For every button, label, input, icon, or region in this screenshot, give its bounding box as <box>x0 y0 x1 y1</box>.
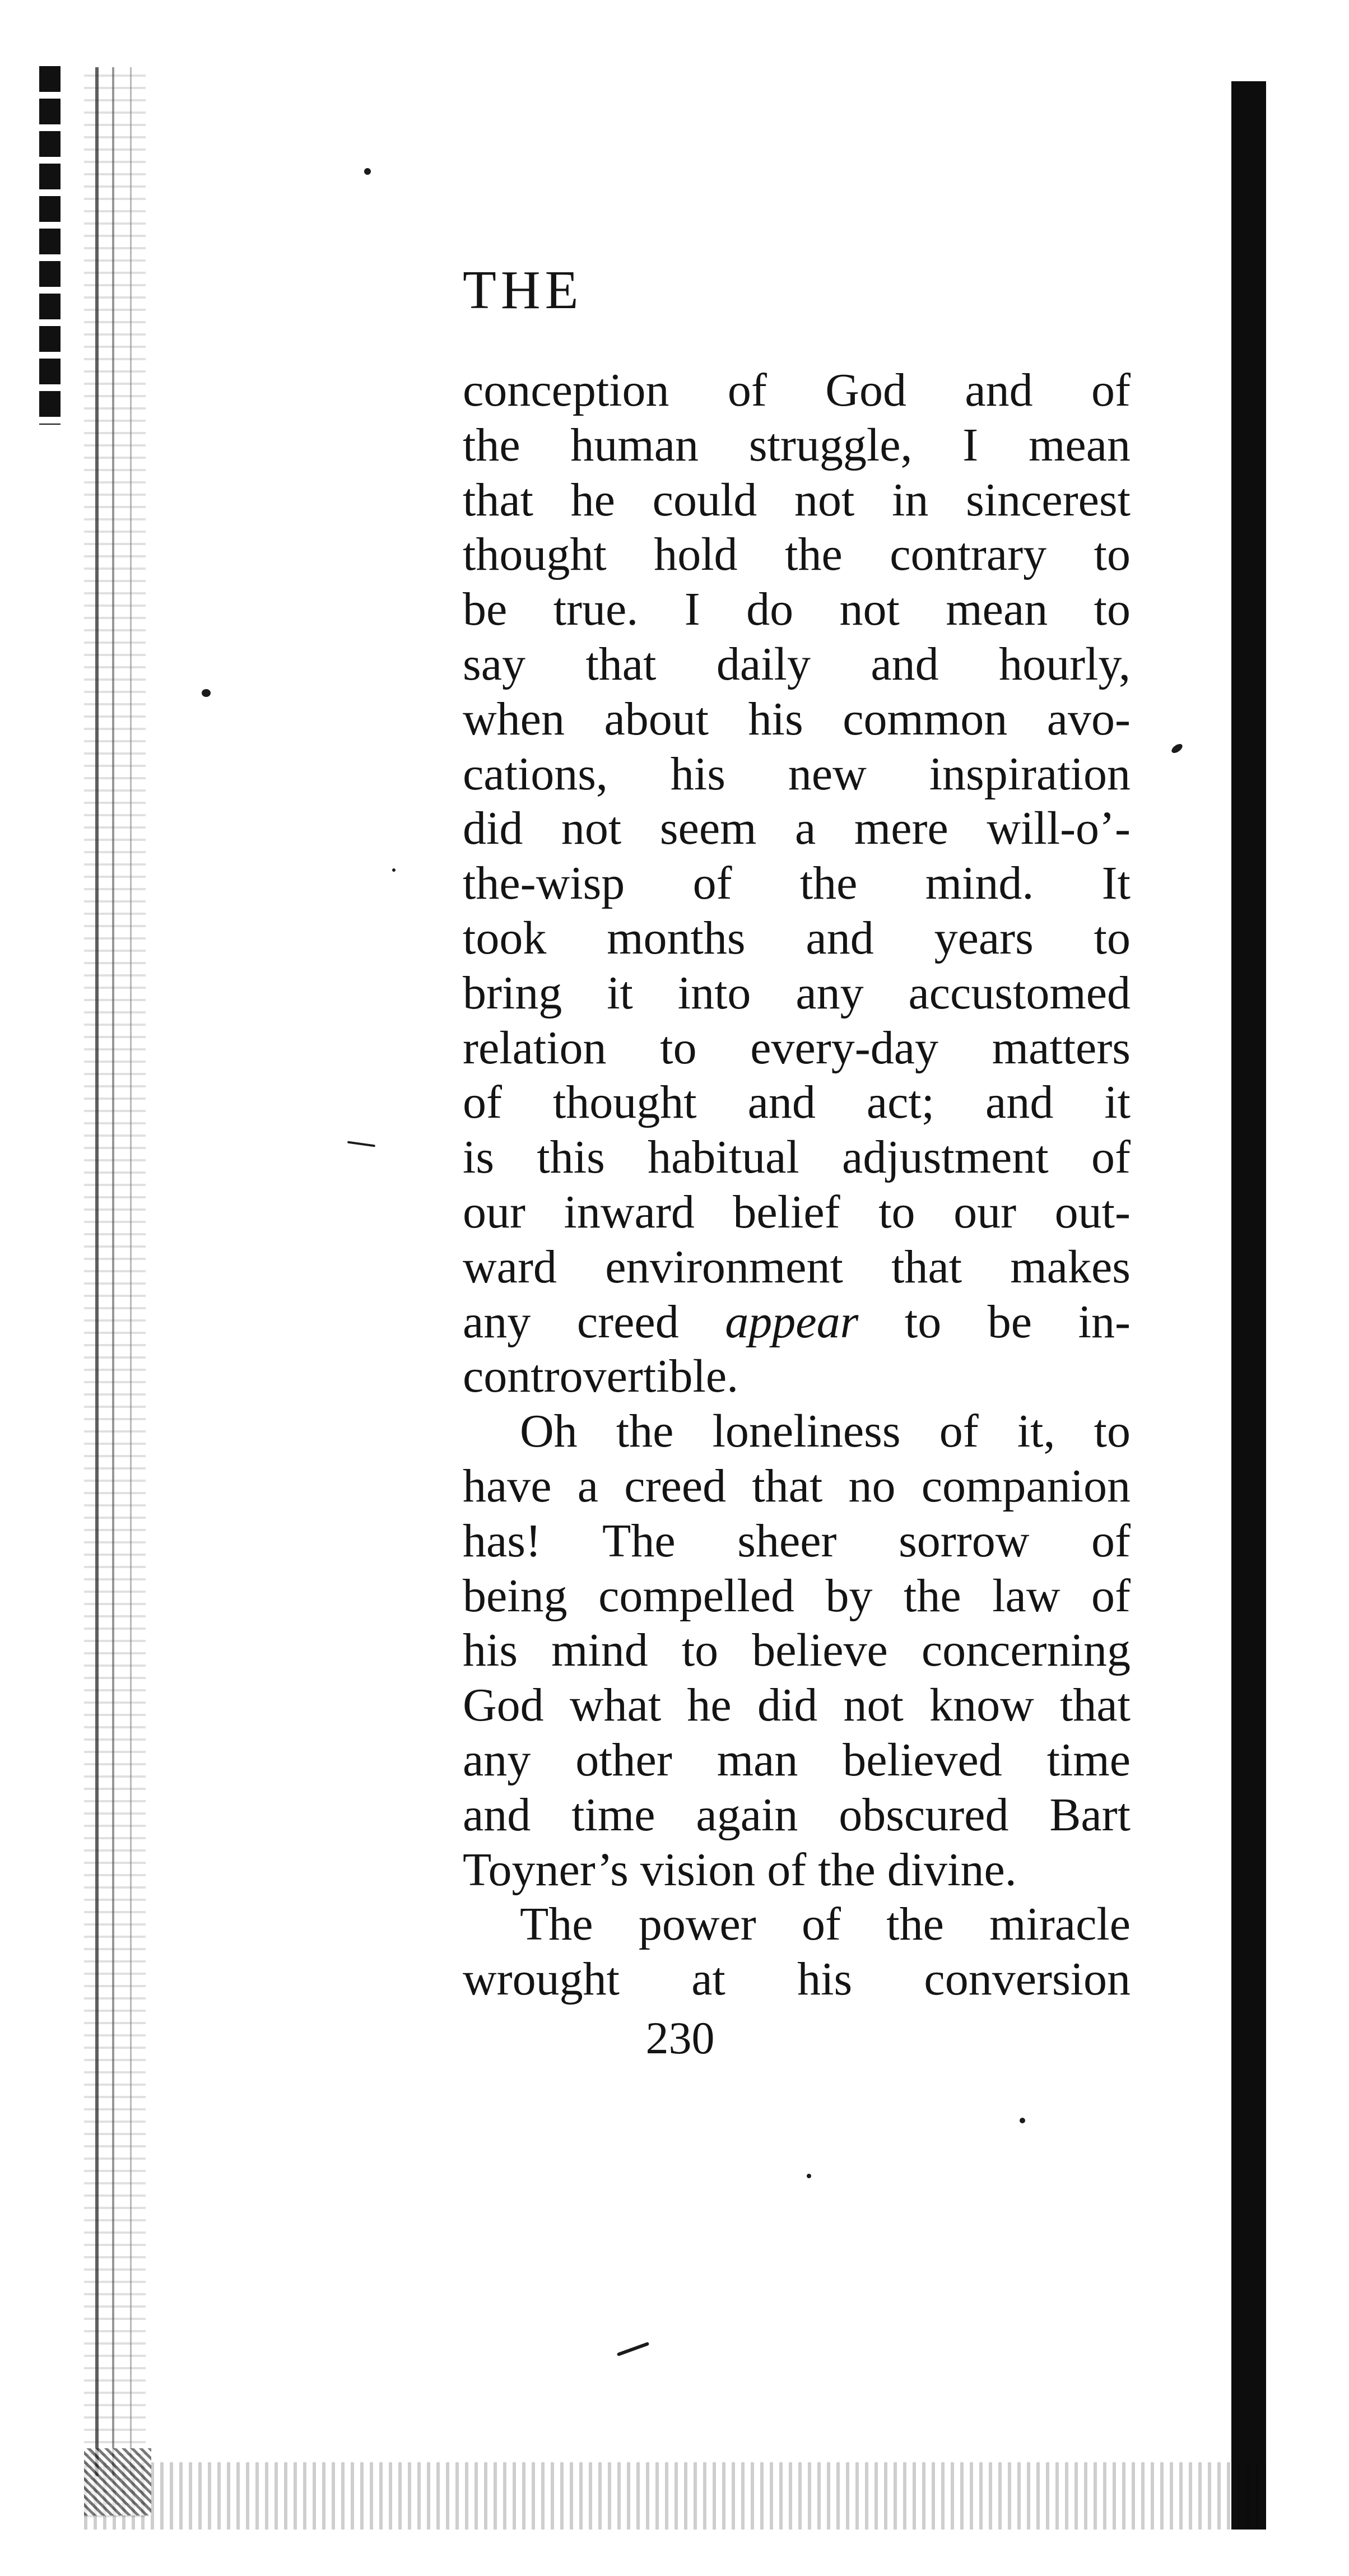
text-line: of thought and act; and it <box>463 1076 1131 1129</box>
bottom-left-corner-noise <box>84 2448 151 2515</box>
text-line: controvertible. <box>463 1350 739 1403</box>
text-line: any other man believed time <box>463 1733 1131 1786</box>
text-line: did not seem a mere will-o’- <box>463 802 1131 855</box>
left-binding-marks <box>39 66 61 425</box>
text-line: has! The sheer sorrow of <box>463 1514 1131 1567</box>
text-line: the-wisp of the mind. It <box>463 857 1131 910</box>
text-line: when about his common avo- <box>463 692 1131 745</box>
dust-speck <box>202 689 211 697</box>
text-line: bring it into any accustomed <box>463 966 1131 1019</box>
dust-speck <box>1020 2118 1025 2123</box>
text-line: and time again obscured Bart <box>463 1788 1131 1841</box>
dust-speck <box>392 868 396 872</box>
text-line: conception of God and of <box>463 364 1131 416</box>
line-start: any creed <box>463 1295 725 1348</box>
dust-speck <box>347 1141 375 1147</box>
right-page-edge <box>1231 81 1266 2529</box>
text-line: his mind to believe concerning <box>463 1624 1131 1677</box>
text-line: Toyner’s vision of the divine. <box>463 1843 1017 1896</box>
text-line: ward environment that makes <box>463 1240 1131 1293</box>
dust-speck <box>807 2174 811 2178</box>
dust-speck <box>1170 742 1184 755</box>
text-line: cations, his new inspiration <box>463 747 1131 800</box>
text-line: the human struggle, I mean <box>463 419 1131 471</box>
text-line: Oh the loneliness of it, to <box>520 1405 1131 1458</box>
text-line: wrought at his conversion <box>463 1953 1131 2006</box>
line-end: to be in- <box>858 1295 1131 1348</box>
text-line: say that daily and hourly, <box>463 638 1131 690</box>
dust-speck <box>364 168 371 175</box>
text-line: have a creed that no companion <box>463 1459 1131 1512</box>
text-line: is this habitual adjustment of <box>463 1131 1131 1184</box>
text-line: thought hold the contrary to <box>463 528 1131 581</box>
page-number: 230 <box>645 2012 715 2063</box>
left-edge-line <box>95 67 99 2476</box>
text-line: being compelled by the law of <box>463 1569 1131 1622</box>
dust-speck <box>617 2342 649 2356</box>
text-line: that he could not in sincerest <box>463 473 1131 526</box>
text-line: God what he did not know that <box>463 1679 1131 1732</box>
text-line: our inward belief to our out- <box>463 1185 1131 1238</box>
left-page-edge <box>84 64 146 2518</box>
left-edge-line <box>130 67 132 2476</box>
text-line: The power of the miracle <box>520 1898 1131 1951</box>
text-line: be true. I do not mean to <box>463 583 1131 636</box>
italic-word: appear <box>725 1295 859 1348</box>
body-text <box>463 363 1131 2007</box>
left-edge-line <box>112 67 114 2476</box>
text-line: relation to every-day matters <box>463 1021 1131 1074</box>
bottom-page-edge <box>84 2462 1266 2529</box>
text-line-with-italic <box>463 1295 1131 1350</box>
text-line: took months and years to <box>463 912 1131 964</box>
running-head: THE <box>463 260 583 320</box>
